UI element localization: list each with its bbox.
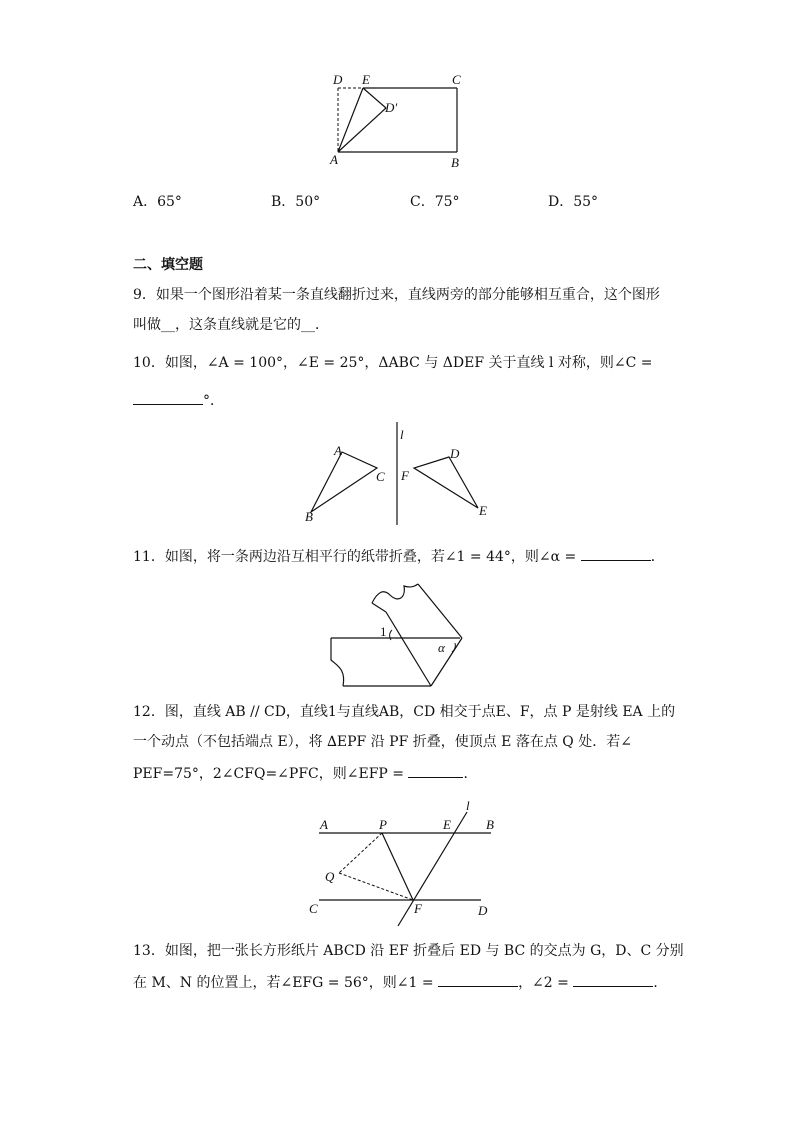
q10-degree-suffix: °． — [203, 393, 224, 409]
option-c[interactable]: C．75° — [410, 194, 460, 210]
option-d[interactable]: D．55° — [548, 194, 599, 210]
q10-line1: 10．如图，∠A = 100°，∠E = 25°，ΔABC 与 ΔDEF 关于直线 l 对称，则∠C = — [133, 355, 653, 371]
label-l: l — [400, 427, 404, 442]
label-D: D — [478, 903, 488, 918]
label-P: P — [379, 817, 387, 832]
q13-line2-text: 在 M、N 的位置上，若∠EFG = 56°，则∠1 = — [133, 975, 434, 991]
label-B: B — [305, 509, 313, 524]
label-D-prime: D′ — [385, 100, 398, 115]
option-b[interactable]: B．50° — [271, 194, 321, 210]
label-angle-1: 1 — [380, 624, 387, 639]
label-A: A — [334, 443, 342, 458]
label-D: D — [333, 72, 343, 87]
label-F: F — [401, 468, 409, 483]
q12-end: ． — [463, 766, 478, 782]
label-C: C — [376, 469, 385, 484]
label-l: l — [466, 798, 470, 813]
q12-line3-text: PEF=75°，2∠CFQ=∠PFC，则∠EFP = — [133, 766, 405, 782]
q12-line2: 一个动点（不包括端点 E），将 ∆EPF 沿 PF 折叠，使顶点 E 落在点 Q 处．若∠ — [133, 734, 632, 750]
option-a[interactable]: A．65° — [133, 194, 182, 210]
label-E: E — [443, 817, 451, 832]
label-C: C — [452, 72, 461, 87]
q9-line2: 叫做__，这条直线就是它的__． — [133, 317, 329, 333]
label-B: B — [451, 155, 459, 170]
q13-end: ． — [653, 975, 668, 991]
label-Q: Q — [325, 869, 335, 884]
label-A: A — [330, 152, 338, 167]
q13-answer-blank-1[interactable] — [438, 972, 518, 987]
label-D: D — [450, 446, 460, 461]
q11-text: 11．如图，将一条两边沿互相平行的纸带折叠，若∠1 = 44°，则∠α = — [133, 549, 577, 565]
q13-line2 — [133, 972, 667, 993]
label-F: F — [414, 901, 422, 916]
label-A: A — [320, 817, 328, 832]
label-alpha: α — [438, 640, 445, 655]
label-E: E — [479, 503, 487, 518]
q9-line1: 9．如果一个图形沿着某一条直线翻折过来，直线两旁的部分能够相互重合，这个图形 — [133, 287, 660, 303]
q13-angle2-text: ，∠2 = — [518, 975, 569, 991]
q12-line1: 12．图，直线 AB // CD，直线1与直线AB，CD 相交于点E、F，点 P 是射线 EA 上的 — [133, 704, 676, 720]
label-B: B — [486, 817, 494, 832]
label-C: C — [309, 901, 318, 916]
q13-answer-blank-2[interactable] — [573, 972, 653, 987]
label-E: E — [362, 72, 370, 87]
q11-end: ． — [650, 549, 665, 565]
section-title: 二、填空题 — [133, 257, 203, 273]
q13-line1: 13．如图，把一张长方形纸片 ABCD 沿 EF 折叠后 ED 与 BC 的交点为 G，D、C 分别 — [133, 943, 684, 959]
